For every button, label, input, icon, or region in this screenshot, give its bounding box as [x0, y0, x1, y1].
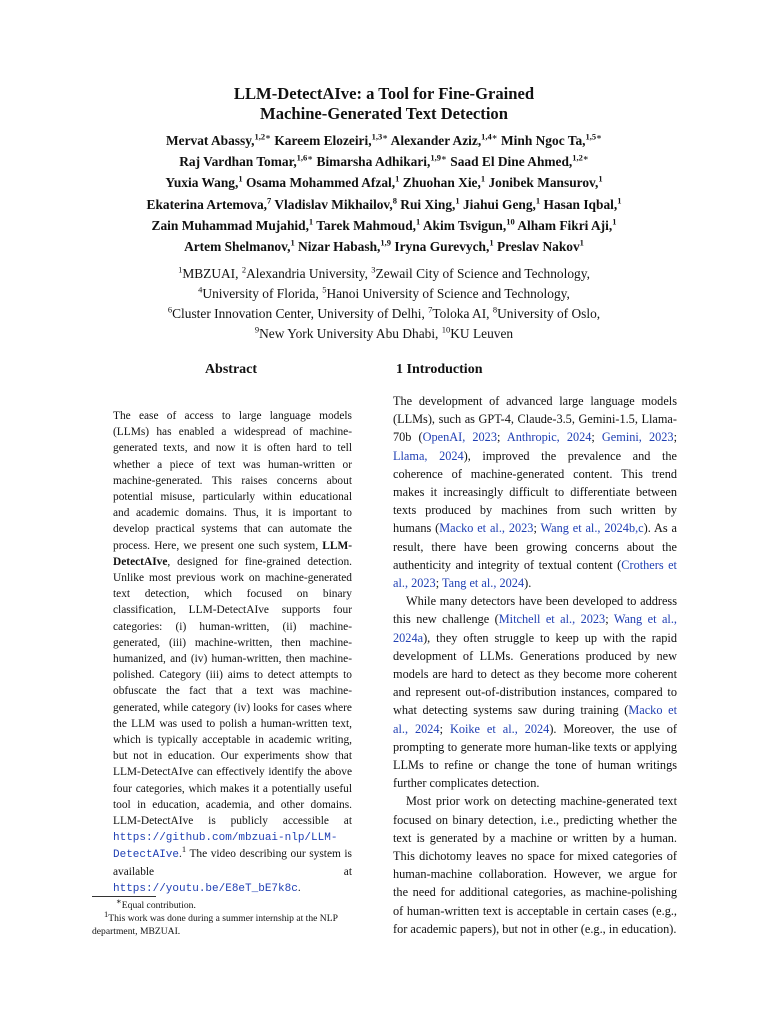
- github-link[interactable]: https://github.com/mbzuai-nlp/LLM-DetectAIve: [113, 832, 338, 862]
- author-name: Osama Mohammed Afzal,: [245, 175, 396, 191]
- author-affiliation-mark: 1: [489, 237, 494, 248]
- author: [274, 197, 397, 212]
- citation-link[interactable]: OpenAI, 2023: [422, 430, 497, 445]
- footnote-rule: [92, 896, 156, 897]
- affiliation-name: Alexandria University,: [246, 266, 372, 281]
- author-name: Raj Vardhan Tomar,: [179, 154, 297, 170]
- author: [501, 133, 602, 148]
- author: [403, 175, 485, 190]
- author-affiliation-mark: 7: [267, 195, 272, 206]
- author-name: Bimarsha Adhikari,: [316, 154, 431, 170]
- author: [165, 175, 242, 190]
- author-affiliation-mark: 10: [506, 216, 515, 227]
- author-name: Zain Muhammad Mujahid,: [151, 217, 309, 233]
- intro-text: ;: [605, 612, 614, 627]
- author: [246, 175, 399, 190]
- affiliation-name: MBZUAI,: [182, 266, 242, 281]
- author-list: [70, 130, 698, 257]
- author: [317, 154, 447, 169]
- intro-text: Most prior work on detecting machine-generated text focused on binary detection, i.e., predicting whether the text is generated by a machine or written by a human. This dichotomy leaves no space for mixed categories of human-machine collaboration. However, we argue for the need for additional categories, as machine-polishing of human-written text is acceptable in certain cases (e.g., for academic papers), but not in other (e.g., in education).: [393, 794, 677, 936]
- author-name: Vladislav Mikhailov,: [274, 196, 393, 212]
- author-line: [70, 172, 698, 193]
- author-affiliation-mark: 1: [416, 216, 421, 227]
- author-name: Alham Fikri Aji,: [517, 217, 613, 233]
- author-name: Jonibek Mansurov,: [488, 175, 599, 191]
- author-affiliation-mark: 1,4∗: [481, 131, 498, 142]
- paper-title: [0, 84, 768, 124]
- author: [274, 133, 388, 148]
- author-affiliation-mark: 1: [238, 173, 243, 184]
- introduction-heading: [396, 361, 482, 379]
- introduction-body: [393, 392, 677, 938]
- author-affiliation-mark: 1,9: [380, 237, 392, 248]
- footnotes: [92, 895, 376, 938]
- footnote-internship-mark: 1: [104, 908, 109, 919]
- intro-text: ;: [435, 576, 442, 591]
- author: [517, 218, 616, 233]
- author-line: [70, 130, 698, 151]
- author-name: Nizar Habash,: [298, 239, 381, 255]
- footnote-internship-text: This work was done during a summer internship at the NLP department, MBZUAI.: [92, 913, 338, 937]
- author: [423, 218, 515, 233]
- intro-text: ), they often struggle to keep up with the rapid development of LLMs. Generations produced by new models are hard to detect as they become more coherent and represent out-of-distribution instances, compared to what detecting systems saw during training (: [393, 630, 677, 718]
- title-line-1: LLM-DetectAIve: a Tool for Fine-Grained: [233, 84, 535, 103]
- author-name: Akim Tsvigun,: [422, 217, 507, 233]
- affiliation-name: New York University Abu Dhabi,: [259, 326, 442, 341]
- intro-text: ;: [673, 430, 677, 445]
- author: [179, 154, 313, 169]
- abstract-text-4: .: [297, 881, 301, 894]
- affiliation-mark: 8: [492, 304, 498, 315]
- author-affiliation-mark: 1,2∗: [254, 131, 272, 142]
- intro-paragraph-2: [393, 592, 677, 792]
- affiliation-mark: 6: [167, 304, 173, 315]
- citation-link[interactable]: Llama, 2024: [393, 448, 464, 463]
- citation-link[interactable]: Wang et al., 2024b,c: [540, 521, 644, 536]
- author: [394, 239, 493, 254]
- affiliation-name: University of Oslo,: [497, 306, 601, 321]
- author-affiliation-mark: 1: [617, 195, 622, 206]
- author-name: Minh Ngoc Ta,: [501, 133, 586, 148]
- author-line: [70, 215, 698, 236]
- author-affiliation-mark: 8: [392, 195, 397, 206]
- author-affiliation-mark: 1: [455, 195, 460, 206]
- affiliation-name: Toloka AI,: [432, 306, 493, 321]
- author-affiliation-mark: 1,6∗: [296, 152, 314, 163]
- affiliation-name: Zewail City of Science and Technology,: [375, 266, 590, 281]
- abstract-body: [113, 408, 352, 897]
- author: [152, 218, 314, 233]
- affiliation-mark: 7: [428, 304, 433, 315]
- citation-link[interactable]: Tang et al., 2024: [441, 576, 525, 591]
- author-name: Rui Xing,: [400, 196, 456, 212]
- affiliation-name: Cluster Innovation Center, University of Delhi,: [172, 306, 429, 321]
- author-affiliation-mark: 1,3∗: [371, 131, 389, 142]
- author-name: Hasan Iqbal,: [543, 196, 618, 212]
- author: [391, 133, 498, 148]
- affiliation-line: [70, 324, 698, 344]
- introduction-heading-text: 1 Introduction: [396, 362, 483, 377]
- author: [147, 197, 272, 212]
- affiliation-line: [70, 264, 698, 284]
- abstract-text-1: The ease of access to large language models (LLMs) has enabled a widespread of machine-generated texts, and now it is often hard to tell whether a piece of text was human-written or machine-generated. This raises concerns about potential misuse, particularly within educational and academic domains. Thus, it is important to develop practical systems that can automate the process. Here, we present one such system,: [113, 410, 352, 552]
- affiliation-mark: 3: [371, 264, 376, 275]
- author-name: Yuxia Wang,: [165, 175, 239, 191]
- intro-paragraph-1: [393, 392, 677, 592]
- affiliation-line: [70, 304, 698, 324]
- author-affiliation-mark: 1: [290, 237, 295, 248]
- author-affiliation-mark: 1: [598, 173, 603, 184]
- author-name: Kareem Elozeiri,: [274, 133, 372, 148]
- citation-link[interactable]: Wang et al., 2024a: [393, 612, 677, 645]
- title-line-2: Machine-Generated Text Detection: [260, 104, 508, 123]
- intro-text: ). As a result, there have been growing concerns about the authenticity and integrity of textual content (: [393, 521, 677, 572]
- citation-link[interactable]: Macko et al., 2024: [393, 703, 677, 736]
- author-affiliation-mark: 1: [579, 237, 584, 248]
- affiliation-mark: 9: [254, 324, 260, 335]
- affiliation-mark: 4: [198, 284, 203, 295]
- affiliation-list: [70, 264, 698, 344]
- intro-text: ), improved the prevalence and the coherence of machine-generated content. This trend makes it increasingly difficult to differentiate between texts produced by machines from such written by humans (: [393, 448, 677, 536]
- author: [316, 218, 420, 233]
- author-affiliation-mark: 1: [480, 173, 486, 184]
- abstract-heading: Abstract: [204, 362, 258, 377]
- author-affiliation-mark: 1: [612, 216, 617, 227]
- author-name: Iryna Gurevych,: [394, 239, 490, 255]
- citation-link[interactable]: Macko et al., 2023: [439, 521, 534, 536]
- intro-text: ). Moreover, the use of prompting to generate more human-like texts or applying LLMs to refine or change the tone of human writings further complicates detection.: [393, 721, 677, 791]
- author: [166, 133, 271, 148]
- author-name: Alexander Aziz,: [390, 133, 482, 148]
- author-line: [70, 194, 698, 215]
- author: [463, 197, 540, 212]
- abstract-text-3: The video describing our system is available at: [113, 848, 352, 878]
- footnote-equal-mark: ∗: [116, 895, 122, 906]
- author-name: Mervat Abassy,: [166, 133, 255, 148]
- author-name: Tarek Mahmoud,: [316, 217, 416, 233]
- author: [497, 239, 584, 254]
- intro-text: ;: [591, 430, 602, 445]
- intro-paragraph-3: [393, 792, 677, 938]
- affiliation-line: [70, 284, 698, 304]
- author: [488, 175, 602, 190]
- author-name: Zhuohan Xie,: [402, 175, 481, 191]
- affiliation-mark: 10: [441, 324, 451, 335]
- author-affiliation-mark: 1,5∗: [585, 131, 602, 142]
- citation-link[interactable]: Anthropic, 2024: [506, 430, 592, 445]
- affiliation-name: KU Leuven: [450, 326, 514, 341]
- citation-link[interactable]: Koike et al., 2024: [449, 721, 550, 736]
- citation-link[interactable]: Mitchell et al., 2023: [498, 612, 606, 627]
- affiliation-mark: 1: [178, 264, 183, 275]
- author-affiliation-mark: 1: [535, 195, 541, 206]
- citation-link[interactable]: Crothers et al., 2023: [393, 557, 677, 591]
- author: [298, 239, 391, 254]
- author: [184, 239, 295, 254]
- author-affiliation-mark: 1,2∗: [572, 152, 589, 163]
- affiliation-name: University of Florida,: [202, 286, 323, 301]
- author-affiliation-mark: 1: [395, 173, 400, 184]
- intro-text: ).: [524, 576, 532, 591]
- author: [450, 154, 589, 169]
- author-affiliation-mark: 1: [308, 216, 314, 227]
- author-name: Preslav Nakov: [496, 239, 580, 255]
- intro-text: While many detectors have been developed to address this new challenge (: [393, 594, 677, 627]
- youtube-link[interactable]: https://youtu.be/E8eT_bE7k8c: [113, 882, 298, 895]
- abstract-text-2: , designed for fine-grained detection. Unlike most previous work on machine-generated text detection, which focused on binary classification, LLM-DetectAIve supports four categories: (i) human-written, (ii) machine-generated, (iii) machine-written, then machine-humanized, and (iv) human-written, then machine-polished. Category (iii) aims to detect attempts to obfuscate the fact that a text was machine-generated, while category (iv) looks for cases where the LLM was used to polish a human-written text, which is typically acceptable in academic writing, but not in education. Our experiments show that LLM-DetectAIve can effectively identify the above four categories, which makes it a potentially useful tool in education, academia, and other domains. LLM-DetectAIve is publicly accessible at: [113, 555, 352, 828]
- author-name: Saad El Dine Ahmed,: [450, 154, 573, 170]
- intro-text: ;: [533, 521, 541, 536]
- citation-link[interactable]: Gemini, 2023: [601, 430, 674, 445]
- author-name: Artem Shelmanov,: [184, 239, 291, 255]
- author-name: Jiahui Geng,: [462, 196, 536, 212]
- footnote-internship: [92, 908, 376, 938]
- github-link-period: .: [179, 848, 182, 861]
- intro-text: The development of advanced large language models (LLMs), such as GPT-4, Claude-3.5, Gemini-1.5, Llama-70b (: [393, 394, 677, 445]
- author-line: [70, 236, 698, 257]
- footnote-equal-text: Equal contribution.: [121, 900, 196, 911]
- footnote-mark: 1: [181, 844, 187, 855]
- footnote-equal: [92, 895, 376, 912]
- affiliation-mark: 5: [322, 284, 327, 295]
- author-name: Ekaterina Artemova,: [146, 196, 268, 212]
- intro-text: ;: [496, 430, 507, 445]
- system-name: LLM-DetectAIve: [113, 539, 352, 568]
- author: [400, 197, 459, 212]
- affiliation-mark: 2: [241, 264, 247, 275]
- author-affiliation-mark: 1,9∗: [430, 152, 447, 163]
- author-line: [70, 151, 698, 172]
- author: [544, 197, 622, 212]
- intro-text: ;: [439, 721, 450, 736]
- affiliation-name: Hanoi University of Science and Technology,: [326, 286, 570, 301]
